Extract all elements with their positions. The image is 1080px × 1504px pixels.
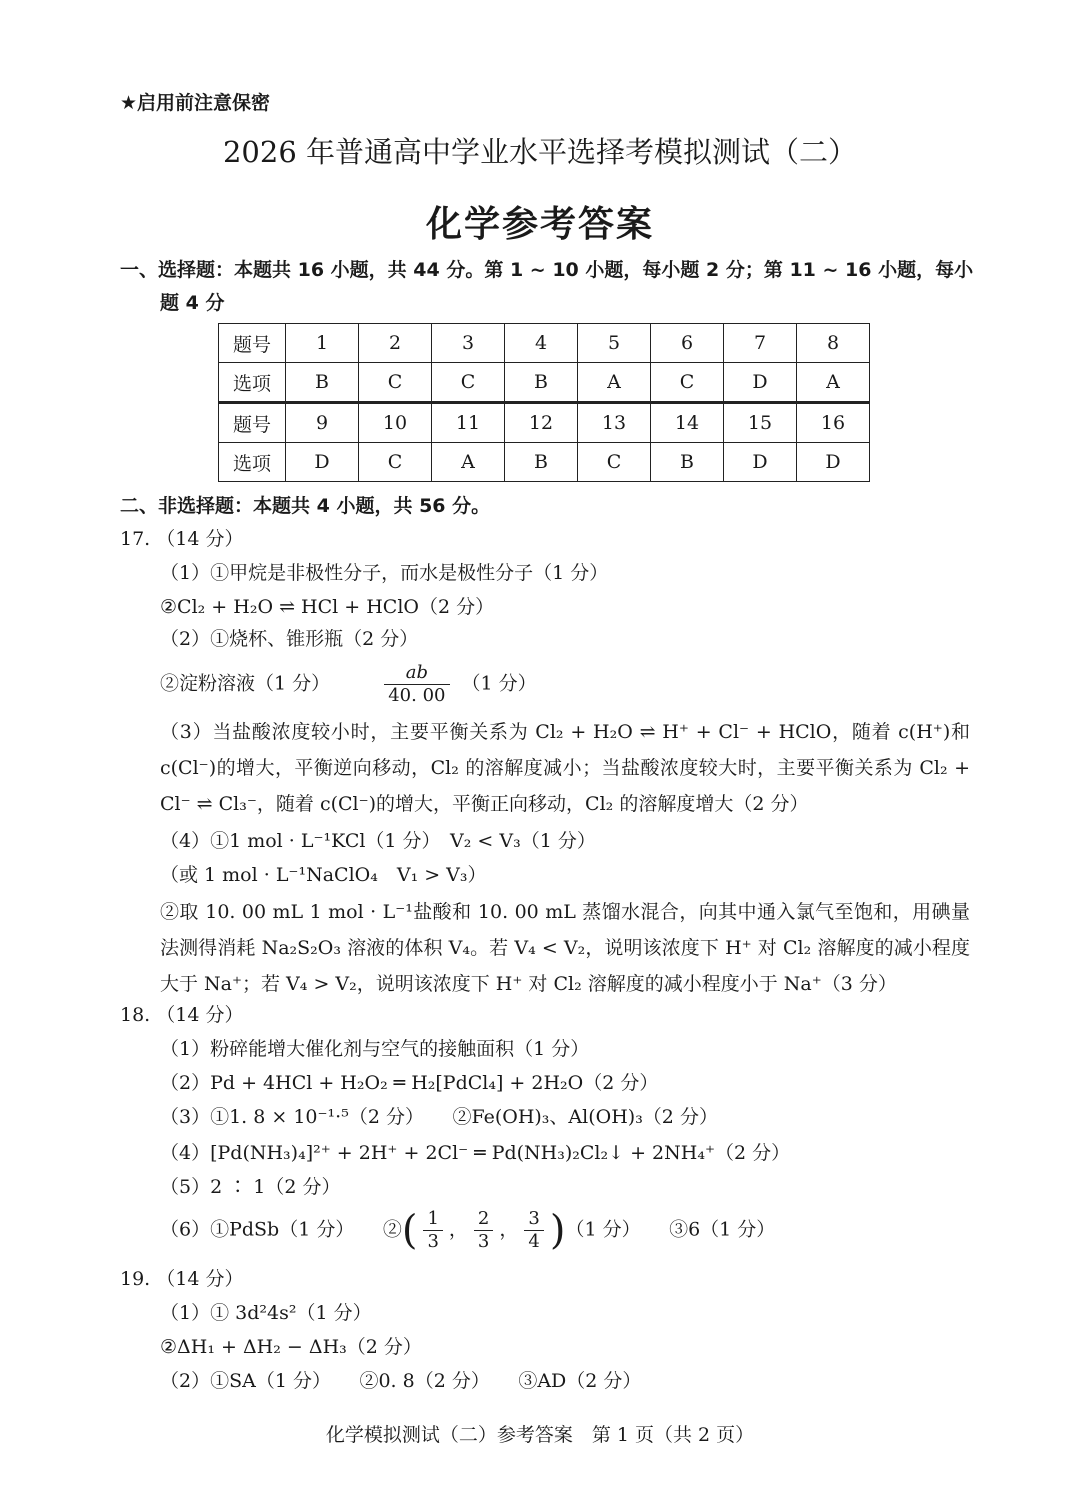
section-1-heading <box>120 254 980 320</box>
table-cell: B <box>651 443 724 482</box>
q17-line-1: （1）①甲烷是非极性分子，而水是极性分子（1 分） <box>160 562 609 584</box>
table-cell: 13 <box>578 403 651 443</box>
q19-line-1: （1）① 3d²4s²（1 分） <box>160 1302 372 1324</box>
table-cell: 8 <box>797 324 870 363</box>
table-cell: A <box>432 443 505 482</box>
table-cell: 7 <box>724 324 797 363</box>
table-cell: 10 <box>359 403 432 443</box>
q18-line-6a: （6）①PdSb（1 分） ② <box>160 1218 402 1241</box>
q17-line-4a: ②淀粉溶液（1 分） <box>160 672 331 695</box>
q17-line-5: （3）当盐酸浓度较小时，主要平衡关系为 Cl₂ + H₂O ⇌ H⁺ + Cl⁻ + HClO，随着 c(H⁺)和 c(Cl⁻)的增大，平衡逆向移动，Cl₂ 的溶解度减小；当盐酸浓度较大时，主要平衡关系为 Cl₂ + Cl⁻ ⇌ Cl₃⁻，随着 c(Cl⁻)的增大，平衡正向移动，Cl₂ 的溶解度增大（2 分） <box>160 721 970 815</box>
row-label: 选项 <box>219 443 286 482</box>
table-cell: D <box>797 443 870 482</box>
table-row <box>219 403 870 443</box>
table-cell: 2 <box>359 324 432 363</box>
q17-line-8: ②取 10. 00 mL 1 mol · L⁻¹盐酸和 10. 00 mL 蒸馏水混合，向其中通入氯气至饱和，用碘量法测得消耗 Na₂S₂O₃ 溶液的体积 V₄。若 V₄ < V₂，说明该浓度下 H⁺ 对 Cl₂ 溶解度的减小程度大于 Na⁺；若 V₄ > V₂，说明该浓度下 H⁺ 对 Cl₂ 溶解度的减小程度小于 Na⁺（3 分） <box>160 901 970 995</box>
table-cell: D <box>724 363 797 403</box>
q18-line-4: （4）[Pd(NH₃)₄]²⁺ + 2H⁺ + 2Cl⁻ ═ Pd(NH₃)₂Cl₂↓ + 2NH₄⁺（2 分） <box>160 1142 791 1164</box>
table-cell: 9 <box>286 403 359 443</box>
q18-line-3: （3）①1. 8 × 10⁻¹·⁵（2 分） ②Fe(OH)₃、Al(OH)₃（2 分） <box>160 1106 718 1128</box>
row-label: 题号 <box>219 324 286 363</box>
table-row <box>219 324 870 363</box>
section-1-line-2: 题 4 分 <box>160 292 225 314</box>
q18-line-5: （5）2 ∶ 1（2 分） <box>160 1176 341 1198</box>
table-cell: B <box>505 363 578 403</box>
fraction-denominator: 40. 00 <box>388 685 446 706</box>
q17-line-4b: （1 分） <box>461 672 537 695</box>
table-cell: B <box>505 443 578 482</box>
table-cell: D <box>724 443 797 482</box>
table-cell: 3 <box>432 324 505 363</box>
confidential-notice: ★启用前注意保密 <box>120 92 271 114</box>
table-cell: 11 <box>432 403 505 443</box>
q17-line-4 <box>160 662 537 707</box>
table-cell: A <box>578 363 651 403</box>
q19-line-3: （2）①SA（1 分） ②0. 8（2 分） ③AD（2 分） <box>160 1370 642 1392</box>
table-row <box>219 443 870 482</box>
table-cell: 5 <box>578 324 651 363</box>
row-label: 题号 <box>219 403 286 443</box>
page-title: 2026 年普通高中学业水平选择考模拟测试（二） <box>222 135 858 169</box>
fraction-numerator: ab <box>384 662 449 685</box>
table-cell: 1 <box>286 324 359 363</box>
q18-line-6: （6）①PdSb（1 分） ②( $\frac{1}{3}$ ， $\frac{2}{3}$ ， $\frac{3}{4}$ )（1 分） ③6（1 分） <box>160 1207 776 1254</box>
table-cell: C <box>578 443 651 482</box>
row-label: 选项 <box>219 363 286 403</box>
table-cell: D <box>286 443 359 482</box>
table-cell: 15 <box>724 403 797 443</box>
fraction: $\frac{2}{3}$ <box>474 1208 493 1253</box>
answer-table <box>218 323 870 482</box>
table-cell: A <box>797 363 870 403</box>
table-cell: C <box>432 363 505 403</box>
table-cell: C <box>359 363 432 403</box>
page-footer: 化学模拟测试（二）参考答案 第 1 页（共 2 页） <box>325 1424 755 1446</box>
fraction: $\frac{1}{3}$ <box>423 1208 442 1253</box>
table-cell: B <box>286 363 359 403</box>
table-row <box>219 363 870 403</box>
q17-line-3: （2）①烧杯、锥形瓶（2 分） <box>160 628 419 650</box>
page-subtitle: 化学参考答案 <box>425 204 654 245</box>
table-cell: 16 <box>797 403 870 443</box>
q19-heading: 19. （14 分） <box>120 1268 244 1290</box>
section-1-line-1: 一、选择题：本题共 16 小题，共 44 分。第 1 ~ 10 小题，每小题 2 分；第 11 ~ 16 小题，每小 <box>120 259 974 281</box>
fraction <box>384 662 449 707</box>
table-cell: 12 <box>505 403 578 443</box>
table-cell: 14 <box>651 403 724 443</box>
table-cell: C <box>359 443 432 482</box>
q17-line-6: （4）①1 mol · L⁻¹KCl（1 分） V₂ < V₃（1 分） <box>160 830 596 852</box>
q17-line-2: ②Cl₂ + H₂O ⇌ HCl + HClO（2 分） <box>160 596 495 618</box>
table-cell: 4 <box>505 324 578 363</box>
q18-line-6b: （1 分） ③6（1 分） <box>565 1218 776 1241</box>
q17-line-7: （或 1 mol · L⁻¹NaClO₄ V₁ > V₃） <box>160 864 487 886</box>
q18-heading: 18. （14 分） <box>120 1004 244 1026</box>
q18-line-1: （1）粉碎能增大催化剂与空气的接触面积（1 分） <box>160 1038 590 1060</box>
fraction: $\frac{3}{4}$ <box>524 1208 543 1253</box>
section-2-heading: 二、非选择题：本题共 4 小题，共 56 分。 <box>120 495 491 517</box>
q17-heading: 17. （14 分） <box>120 528 244 550</box>
q18-line-2: （2）Pd + 4HCl + H₂O₂ ═ H₂[PdCl₄] + 2H₂O（2 分） <box>160 1072 659 1094</box>
table-cell: 6 <box>651 324 724 363</box>
q19-line-2: ②ΔH₁ + ΔH₂ − ΔH₃（2 分） <box>160 1336 422 1358</box>
table-cell: C <box>651 363 724 403</box>
